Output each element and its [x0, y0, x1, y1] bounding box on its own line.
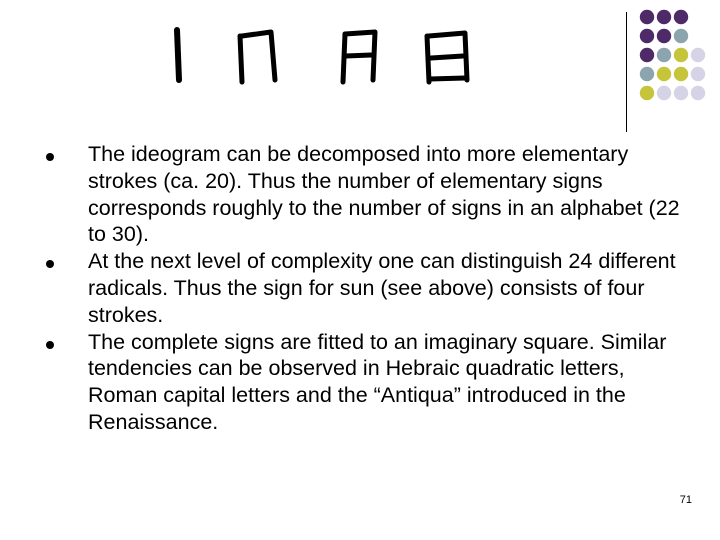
- decorative-dot: [674, 10, 688, 24]
- vertical-rule: [626, 12, 627, 132]
- page-number: 71: [679, 494, 692, 506]
- stroke-frame-3: [343, 32, 375, 82]
- decorative-dot-grid: [639, 9, 719, 109]
- decorative-dot: [640, 67, 654, 81]
- stroke-frame-2: [240, 32, 275, 82]
- bullet-item-2: [40, 248, 680, 328]
- bullet-item-3: [40, 329, 680, 436]
- decorative-dot: [657, 48, 671, 62]
- decorative-dot: [657, 67, 671, 81]
- bullet-text: The ideogram can be decomposed into more elementary strokes (ca. 20). Thus the number of elementary signs corresponds roughly to the number of signs in an alphabet (22 to 30).: [88, 142, 680, 247]
- stroke-order-illustration: [165, 22, 485, 92]
- bullet-item-1: [40, 141, 680, 248]
- decorative-dot: [674, 29, 688, 43]
- stroke-frame-4: [427, 33, 467, 82]
- decorative-dot: [674, 67, 688, 81]
- decorative-dot: [691, 48, 705, 62]
- decorative-dot: [674, 48, 688, 62]
- decorative-dot: [657, 86, 671, 100]
- bullet-dot: [46, 341, 54, 349]
- decorative-dot: [640, 48, 654, 62]
- stroke-frame-1: [177, 30, 179, 80]
- decorative-dot: [640, 29, 654, 43]
- decorative-dot: [640, 86, 654, 100]
- bullet-dot: [46, 153, 54, 161]
- decorative-dot: [657, 29, 671, 43]
- bullet-text: At the next level of complexity one can distinguish 24 different radicals. Thus the sign for sun (see above) consists of four strokes.: [88, 249, 676, 327]
- bullet-text: The complete signs are fitted to an imaginary square. Similar tendencies can be observed in Hebraic quadratic letters, Roman capital letters and the “Antiqua” introduced in the Renaissance.: [88, 329, 667, 434]
- bullet-dot: [46, 260, 54, 268]
- decorative-dot: [657, 10, 671, 24]
- decorative-dot: [674, 86, 688, 100]
- decorative-dot: [691, 86, 705, 100]
- bullet-list: [40, 141, 680, 436]
- decorative-dot: [691, 67, 705, 81]
- decorative-dot: [640, 10, 654, 24]
